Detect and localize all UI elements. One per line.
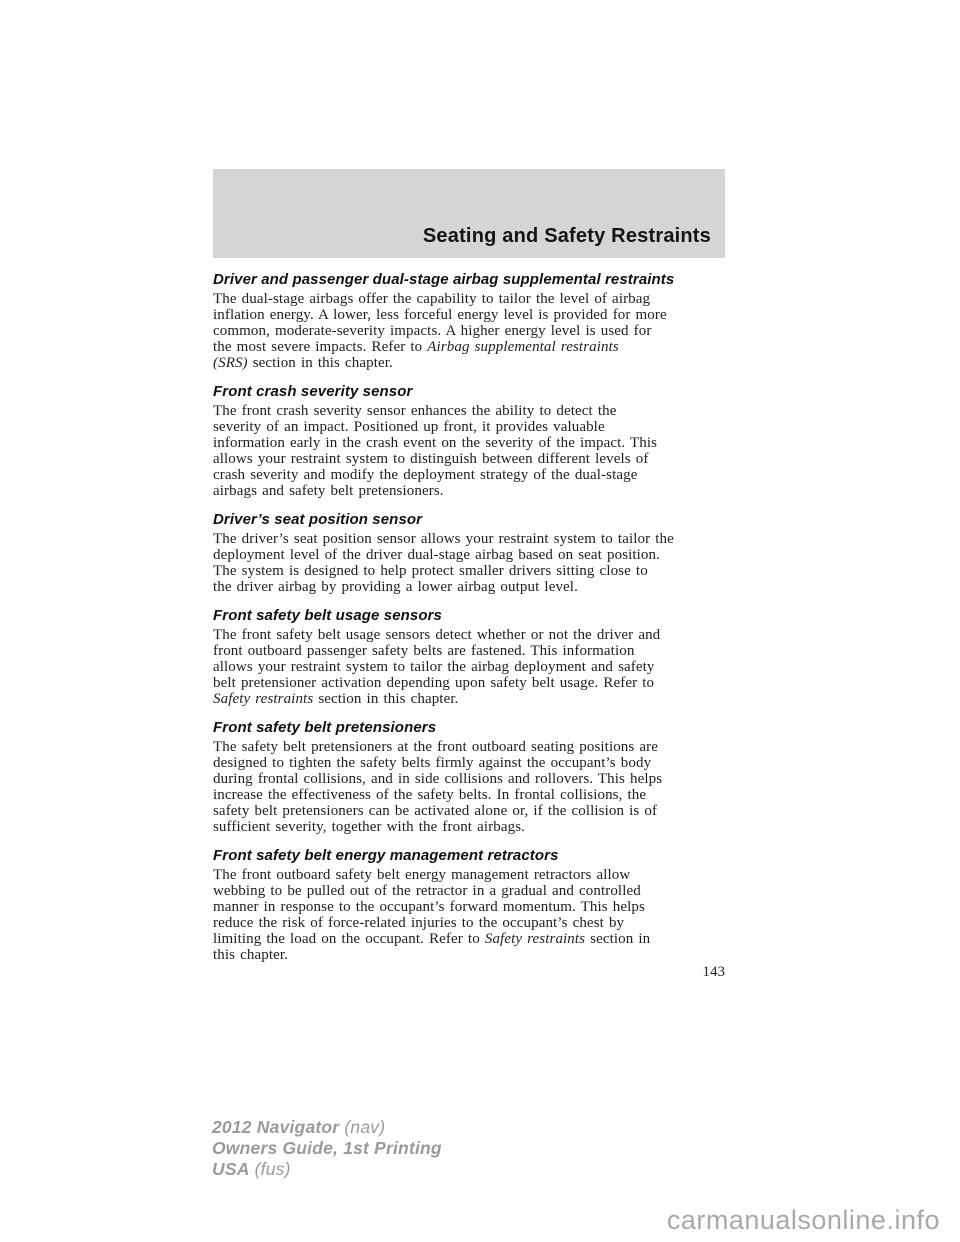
footer-line bbox=[212, 1117, 442, 1138]
section-paragraph bbox=[213, 531, 729, 595]
text-line bbox=[213, 291, 729, 307]
text-line bbox=[213, 483, 729, 499]
body-text: The system is designed to help protect smaller drivers sitting close to bbox=[213, 563, 648, 579]
watermark: carmanualsonline.info bbox=[666, 1205, 940, 1235]
text-line bbox=[213, 755, 729, 771]
body-text: crash severity and modify the deployment strategy of the dual-stage bbox=[213, 467, 638, 483]
body-text: webbing to be pulled out of the retractor in a gradual and controlled bbox=[213, 883, 641, 899]
body-text: section in this chapter. bbox=[247, 355, 393, 371]
print-footer bbox=[212, 1117, 442, 1180]
manual-section bbox=[213, 847, 729, 963]
body-text: inflation energy. A lower, less forceful energy level is provided for more bbox=[213, 307, 667, 323]
body-text: front outboard passenger safety belts are fastened. This information bbox=[213, 643, 635, 659]
body-text: the driver airbag by providing a lower airbag output level. bbox=[213, 579, 578, 595]
body-text: information early in the crash event on the severity of the impact. This bbox=[213, 435, 658, 451]
chapter-title: Seating and Safety Restraints bbox=[422, 225, 711, 247]
section-paragraph bbox=[213, 627, 729, 707]
body-text: The dual-stage airbags offer the capability to tailor the level of airbag bbox=[213, 291, 651, 307]
body-text: increase the effectiveness of the safety belts. In frontal collisions, the bbox=[213, 787, 647, 803]
text-line bbox=[213, 547, 729, 563]
text-line bbox=[213, 947, 729, 963]
text-line bbox=[213, 787, 729, 803]
text-line bbox=[213, 563, 729, 579]
text-line bbox=[213, 419, 729, 435]
body-text: safety belt pretensioners can be activated alone or, if the collision is of bbox=[213, 803, 658, 819]
section-paragraph bbox=[213, 867, 729, 963]
manual-section bbox=[213, 511, 729, 595]
section-paragraph bbox=[213, 739, 729, 835]
section-paragraph bbox=[213, 291, 729, 371]
text-line bbox=[213, 435, 729, 451]
section-paragraph bbox=[213, 403, 729, 499]
text-line bbox=[213, 675, 729, 691]
body-text: the most severe impacts. Refer to bbox=[213, 339, 428, 355]
body-text: The front crash severity sensor enhances the ability to detect the bbox=[213, 403, 617, 419]
text-line bbox=[213, 323, 729, 339]
footer-bold-text: USA bbox=[212, 1159, 250, 1179]
text-line bbox=[213, 643, 729, 659]
manual-section bbox=[213, 271, 729, 371]
footer-line bbox=[212, 1159, 442, 1180]
manual-section bbox=[213, 719, 729, 835]
body-text: allows your restraint system to tailor the airbag deployment and safety bbox=[213, 659, 655, 675]
body-text: common, moderate-severity impacts. A higher energy level is used for bbox=[213, 323, 652, 339]
cross-reference-text: Airbag supplemental restraints bbox=[427, 339, 619, 355]
text-line bbox=[213, 659, 729, 675]
text-line bbox=[213, 307, 729, 323]
page-content bbox=[213, 259, 729, 963]
body-text: section in this chapter. bbox=[313, 691, 459, 707]
body-text: The front safety belt usage sensors detect whether or not the driver and bbox=[213, 627, 661, 643]
manual-section bbox=[213, 383, 729, 499]
body-text: allows your restraint system to distinguish between different levels of bbox=[213, 451, 649, 467]
text-line bbox=[213, 819, 729, 835]
manual-section bbox=[213, 607, 729, 707]
body-text: this chapter. bbox=[213, 947, 288, 963]
text-line bbox=[213, 355, 729, 371]
footer-regular-text: (fus) bbox=[249, 1159, 291, 1179]
text-line bbox=[213, 867, 729, 883]
chapter-banner bbox=[213, 169, 725, 258]
body-text: manner in response to the occupant’s forward momentum. This helps bbox=[213, 899, 645, 915]
body-text: The safety belt pretensioners at the front outboard seating positions are bbox=[213, 739, 659, 755]
footer-regular-text: (nav) bbox=[339, 1117, 386, 1137]
text-line bbox=[213, 771, 729, 787]
text-line bbox=[213, 339, 729, 355]
body-text: limiting the load on the occupant. Refer to bbox=[213, 931, 485, 947]
text-line bbox=[213, 931, 729, 947]
text-line bbox=[213, 915, 729, 931]
body-text: reduce the risk of force-related injuries to the occupant’s chest by bbox=[213, 915, 625, 931]
body-text: section in bbox=[585, 931, 651, 947]
cross-reference-text: Safety restraints bbox=[484, 931, 586, 947]
body-text: sufficient severity, together with the front airbags. bbox=[213, 819, 525, 835]
section-heading: Front crash severity sensor bbox=[213, 383, 413, 400]
section-heading: Front safety belt usage sensors bbox=[213, 607, 443, 624]
text-line bbox=[213, 627, 729, 643]
body-text: The front outboard safety belt energy management retractors allow bbox=[213, 867, 631, 883]
body-text: deployment level of the driver dual-stage airbag based on seat position. bbox=[213, 547, 660, 563]
footer-bold-text: Owners Guide, 1st Printing bbox=[212, 1138, 442, 1158]
footer-line bbox=[212, 1138, 442, 1159]
text-line bbox=[213, 579, 729, 595]
section-heading: Driver and passenger dual-stage airbag supplemental restraints bbox=[213, 271, 675, 288]
footer-bold-text: 2012 Navigator bbox=[212, 1117, 340, 1137]
body-text: during frontal collisions, and in side collisions and rollovers. This helps bbox=[213, 771, 663, 787]
page-number: 143 bbox=[702, 964, 725, 980]
body-text: designed to tighten the safety belts firmly against the occupant’s body bbox=[213, 755, 652, 771]
body-text: belt pretensioner activation depending upon safety belt usage. Refer to bbox=[213, 675, 655, 691]
section-heading: Front safety belt energy management retractors bbox=[213, 847, 559, 864]
body-text: airbags and safety belt pretensioners. bbox=[213, 483, 444, 499]
section-heading: Front safety belt pretensioners bbox=[213, 719, 437, 736]
text-line bbox=[213, 883, 729, 899]
text-line bbox=[213, 531, 729, 547]
text-line bbox=[213, 899, 729, 915]
cross-reference-text: Safety restraints bbox=[213, 691, 314, 707]
body-text: The driver’s seat position sensor allows your restraint system to tailor the bbox=[213, 531, 674, 547]
text-line bbox=[213, 739, 729, 755]
text-line bbox=[213, 467, 729, 483]
cross-reference-text: (SRS) bbox=[213, 355, 248, 371]
text-line bbox=[213, 403, 729, 419]
text-line bbox=[213, 451, 729, 467]
text-line bbox=[213, 691, 729, 707]
body-text: severity of an impact. Positioned up front, it provides valuable bbox=[213, 419, 605, 435]
section-heading: Driver’s seat position sensor bbox=[213, 511, 423, 528]
text-line bbox=[213, 803, 729, 819]
